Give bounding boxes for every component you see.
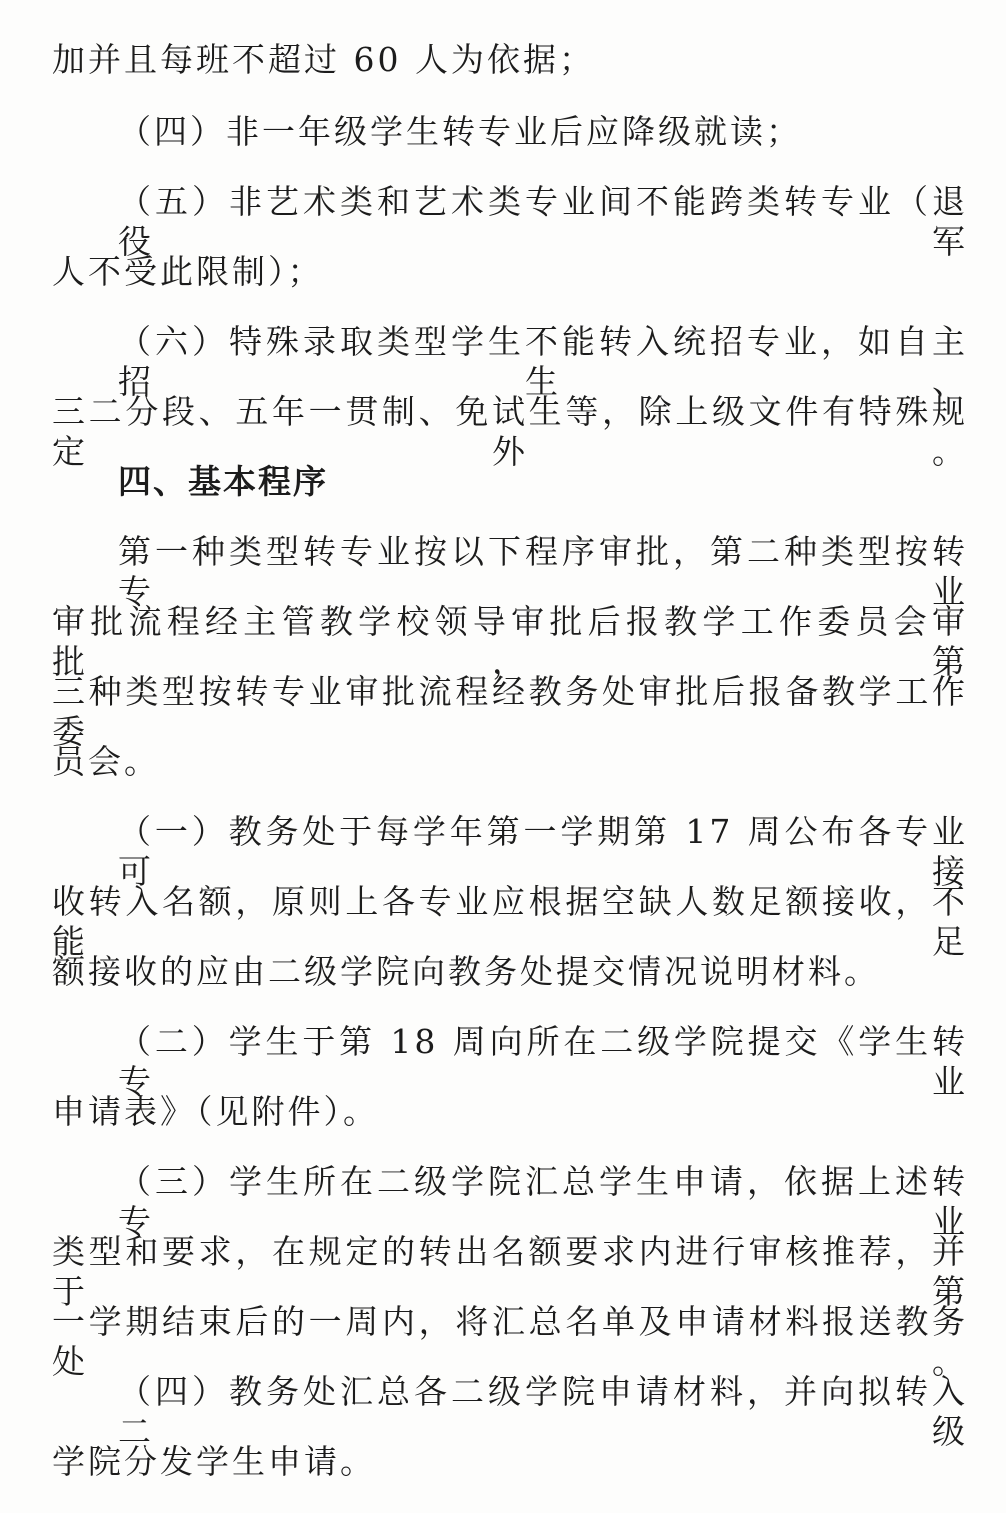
list-item-5: （五）非艺术类和艺术类专业间不能跨类转专业（退役军 <box>118 182 968 261</box>
paragraph-line: 审批流程经主管教学校领导审批后报教学工作委员会审批，第 <box>52 602 968 681</box>
procedure-item-3: （三）学生所在二级学院汇总学生申请，依据上述转专业 <box>118 1162 968 1241</box>
procedure-item-2: （二）学生于第 18 周向所在二级学院提交《学生转专业 <box>118 1022 968 1101</box>
paragraph-line: 额接收的应由二级学院向教务处提交情况说明材料。 <box>52 952 880 991</box>
text-line: 三二分段、五年一贯制、免试生等，除上级文件有特殊规定外。 <box>52 392 968 471</box>
paragraph-line: 申请表》（见附件）。 <box>52 1092 379 1131</box>
list-item-4: （四）非一年级学生转专业后应降级就读； <box>118 112 802 151</box>
paragraph-line: 第一种类型转专业按以下程序审批，第二种类型按转专业 <box>118 532 968 611</box>
paragraph-line: 收转入名额，原则上各专业应根据空缺人数足额接收，不能足 <box>52 882 968 961</box>
paragraph-line: 学院分发学生申请。 <box>52 1442 376 1481</box>
text-line: 加并且每班不超过 60 人为依据； <box>52 40 595 79</box>
section-heading: 四、基本程序 <box>118 462 328 501</box>
text-line: 人不受此限制）； <box>52 252 324 291</box>
paragraph-line: 三种类型按转专业审批流程经教务处审批后报备教学工作委 <box>52 672 968 751</box>
paragraph-line: 员会。 <box>52 742 160 781</box>
list-item-6: （六）特殊录取类型学生不能转入统招专业，如自主招生、 <box>118 322 968 401</box>
paragraph-line: 类型和要求，在规定的转出名额要求内进行审核推荐，并于第 <box>52 1232 968 1311</box>
procedure-item-4: （四）教务处汇总各二级学院申请材料，并向拟转入二级 <box>118 1372 968 1451</box>
procedure-item-1: （一）教务处于每学年第一学期第 17 周公布各专业可接 <box>118 812 968 891</box>
paragraph-line: 一学期结束后的一周内，将汇总名单及申请材料报送教务处。 <box>52 1302 968 1381</box>
